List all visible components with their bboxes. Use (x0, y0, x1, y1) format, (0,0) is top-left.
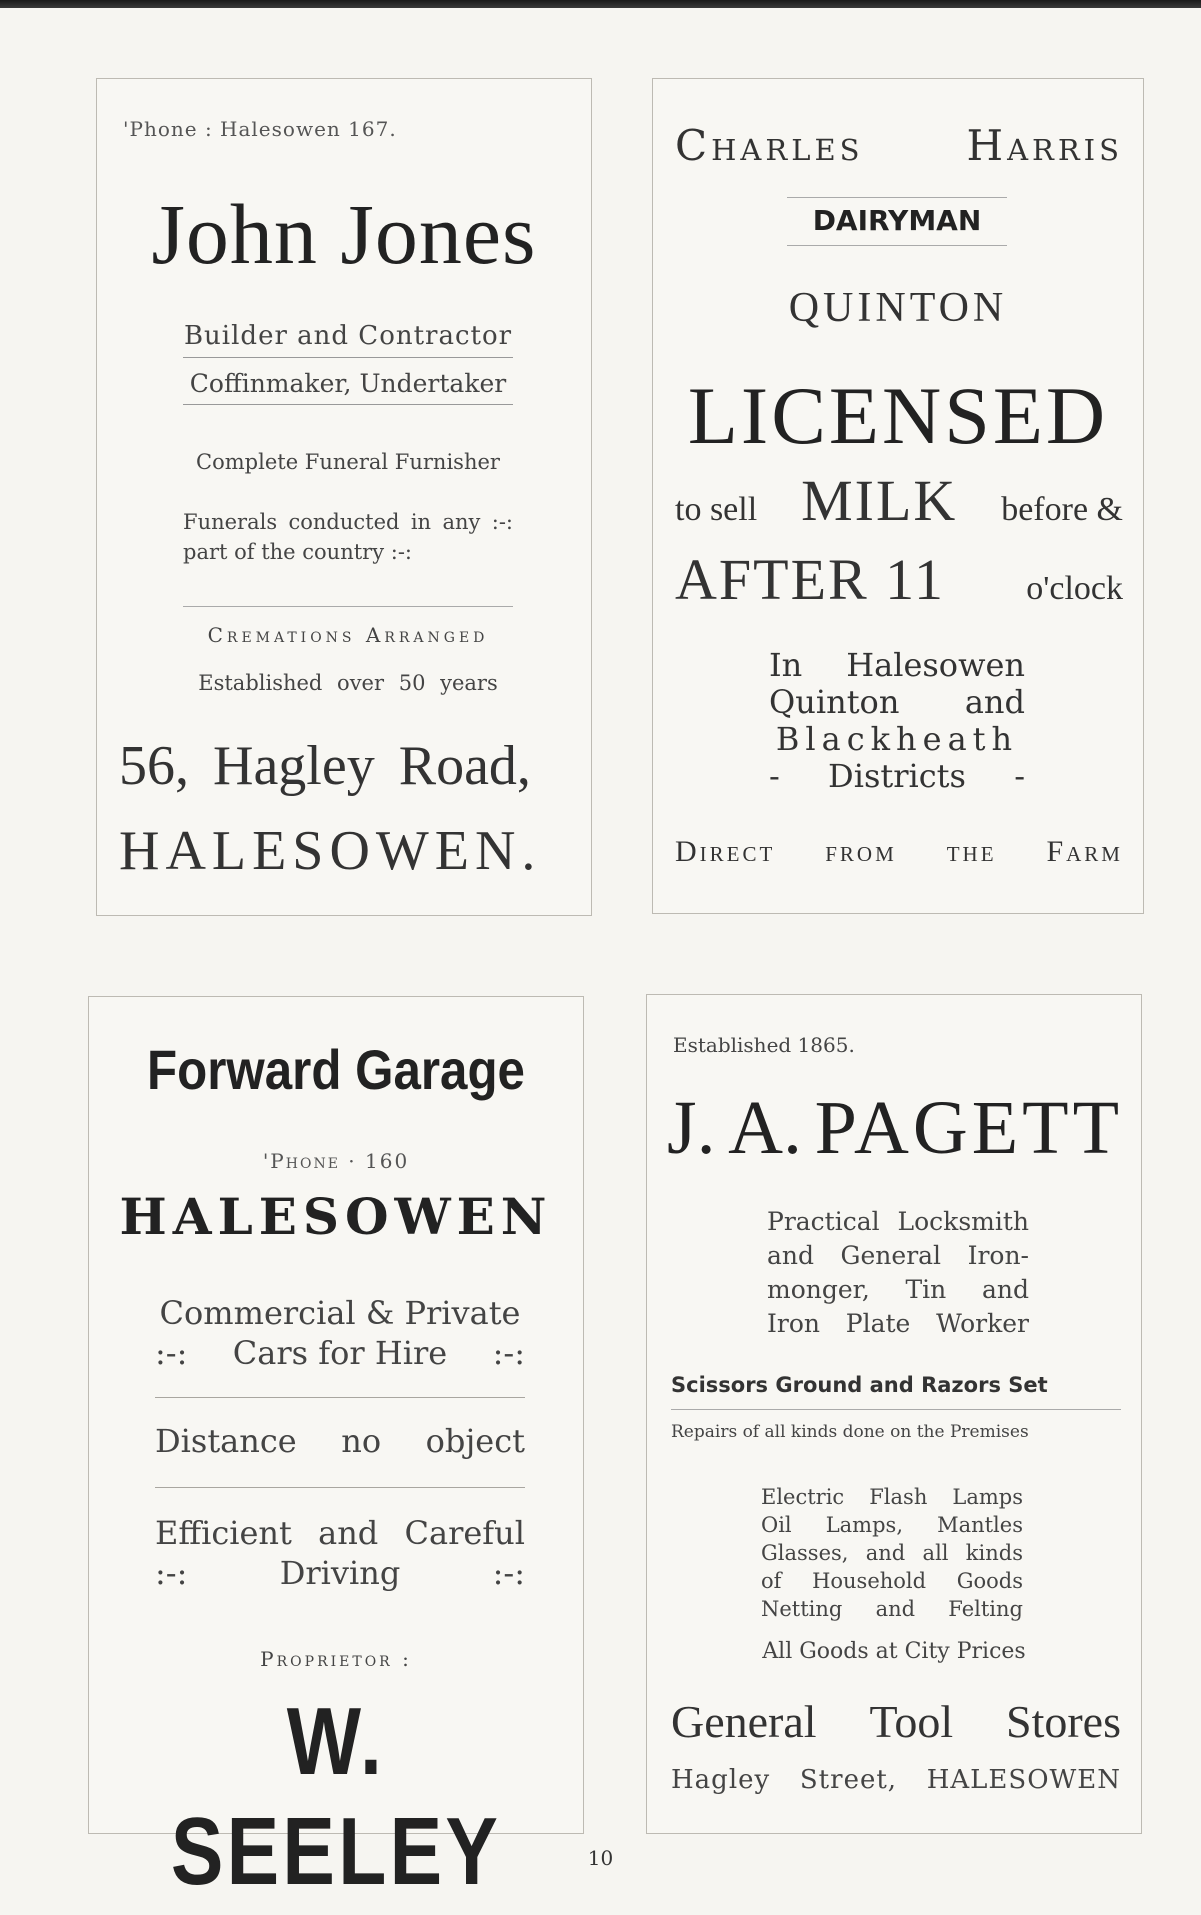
service-heading: Scissors Ground and Razors Set (671, 1373, 1048, 1397)
trade-label: DAIRYMAN (787, 197, 1007, 246)
word: and (964, 683, 1025, 721)
word: Iron- (967, 1241, 1029, 1270)
service-line: Complete Funeral Furnisher (196, 450, 500, 474)
address-town: HALESOWEN. (119, 820, 542, 882)
goods-block (761, 1483, 1023, 1623)
business-name (675, 121, 1123, 170)
word: and (875, 1597, 916, 1621)
milk-line (675, 467, 1123, 534)
word: and (767, 1241, 815, 1270)
word: monger, (767, 1275, 870, 1304)
word: Street, (799, 1765, 898, 1795)
word: AFTER 11 (675, 547, 946, 612)
word: General (671, 1696, 817, 1747)
street-address (671, 1765, 1121, 1795)
town-name: HALESOWEN (119, 1187, 553, 1246)
word: no (341, 1422, 382, 1460)
word: HALESOWEN (926, 1765, 1121, 1795)
word: Worker (936, 1309, 1029, 1338)
page-number: 10 (587, 1846, 614, 1870)
word: Driving (279, 1554, 401, 1592)
page-top-edge (0, 0, 1201, 8)
name-last: Harris (966, 121, 1123, 170)
word: Farm (1046, 835, 1123, 868)
dash: - (769, 757, 780, 795)
word: Netting (761, 1597, 843, 1621)
word: J. (667, 1086, 716, 1170)
divider (155, 1487, 525, 1488)
advert-charles-harris (652, 78, 1144, 914)
word: and (981, 1275, 1029, 1304)
service-line: Commercial & Private (159, 1294, 521, 1332)
word: Locksmith (897, 1207, 1029, 1236)
word: Iron (767, 1309, 820, 1338)
advert-john-jones (96, 78, 592, 916)
divider (155, 1397, 525, 1398)
word: Electric (761, 1485, 845, 1509)
word: Household (812, 1569, 927, 1593)
business-name: Forward Garage (147, 1038, 525, 1101)
established-line: Established over 50 years (198, 671, 498, 695)
word: Tool (869, 1696, 954, 1747)
service-line (155, 1334, 525, 1372)
address-line: 56, Hagley Road, (119, 735, 531, 797)
word: the (946, 835, 997, 868)
licensed-heading: LICENSED (687, 370, 1109, 461)
ornament: :-: (155, 1334, 188, 1372)
word: Direct (675, 835, 776, 868)
ornament: :-: (492, 1334, 525, 1372)
proprietor-label: Proprietor : (260, 1647, 412, 1671)
word: MILK (801, 468, 958, 533)
word: Tin (905, 1275, 947, 1304)
established-line: Established 1865. (673, 1033, 855, 1057)
proprietor-name: W. SEELEY (170, 1688, 502, 1905)
word: Flash (869, 1485, 928, 1509)
word: to sell (675, 491, 758, 528)
word: Lamps (952, 1485, 1023, 1509)
advert-forward-garage (88, 996, 584, 1905)
trade-line: Builder and Contractor (183, 321, 513, 358)
trade-line: Coffinmaker, Undertaker (183, 369, 513, 405)
word: Distance (155, 1422, 297, 1460)
word: Districts (828, 757, 966, 795)
business-name: John Jones (151, 186, 537, 282)
store-name (671, 1695, 1121, 1748)
word: of (761, 1569, 782, 1593)
service-line (155, 1514, 525, 1552)
word: Felting (948, 1597, 1023, 1621)
ornament: :-: (155, 1554, 188, 1592)
service-line (155, 1554, 525, 1592)
dash: - (1014, 757, 1025, 795)
word: PAGETT (814, 1086, 1123, 1170)
farm-line (675, 835, 1123, 869)
districts-block (769, 647, 1025, 795)
service-line: Funerals conducted in any :-: part of the country :-: (183, 510, 513, 564)
word: Hagley (671, 1765, 771, 1795)
word: Goods (956, 1569, 1023, 1593)
advert-ja-pagett (646, 994, 1142, 1834)
service-line (155, 1422, 525, 1460)
service-line: Cremations Arranged (183, 606, 513, 647)
word: Careful (404, 1514, 525, 1552)
word: A. (728, 1086, 803, 1170)
place-name: QUINTON (788, 285, 1008, 331)
word: object (425, 1422, 525, 1460)
repairs-line: Repairs of all kinds done on the Premises (671, 1409, 1121, 1442)
word: Glasses, (761, 1541, 849, 1565)
word: Lamps, (825, 1513, 903, 1537)
word: Halesowen (846, 646, 1025, 684)
word: Mantles (937, 1513, 1023, 1537)
word: before & (1001, 491, 1123, 528)
word: o'clock (1026, 570, 1123, 607)
word: Stores (1006, 1696, 1121, 1747)
phone-number: 'Phone · 160 (262, 1149, 410, 1173)
business-name (667, 1085, 1123, 1172)
after-line (675, 546, 1123, 613)
word: Blackheath (775, 720, 1019, 758)
word: kinds (965, 1541, 1023, 1565)
word: and (865, 1541, 906, 1565)
word: In (769, 646, 803, 684)
ornament: :-: (492, 1554, 525, 1592)
word: Cars for Hire (232, 1334, 448, 1372)
word: Practical (767, 1207, 880, 1236)
word: from (825, 835, 897, 868)
word: Oil (761, 1513, 792, 1537)
name-first: Charles (675, 121, 864, 170)
word: and (318, 1514, 379, 1552)
word: Plate (845, 1309, 911, 1338)
trade-block (767, 1205, 1029, 1341)
word: all (922, 1541, 949, 1565)
prices-line: All Goods at City Prices (762, 1639, 1026, 1664)
phone-number: 'Phone : Halesowen 167. (123, 117, 397, 141)
word: General (840, 1241, 942, 1270)
word: Quinton (769, 683, 900, 721)
word: Efficient (155, 1514, 292, 1552)
